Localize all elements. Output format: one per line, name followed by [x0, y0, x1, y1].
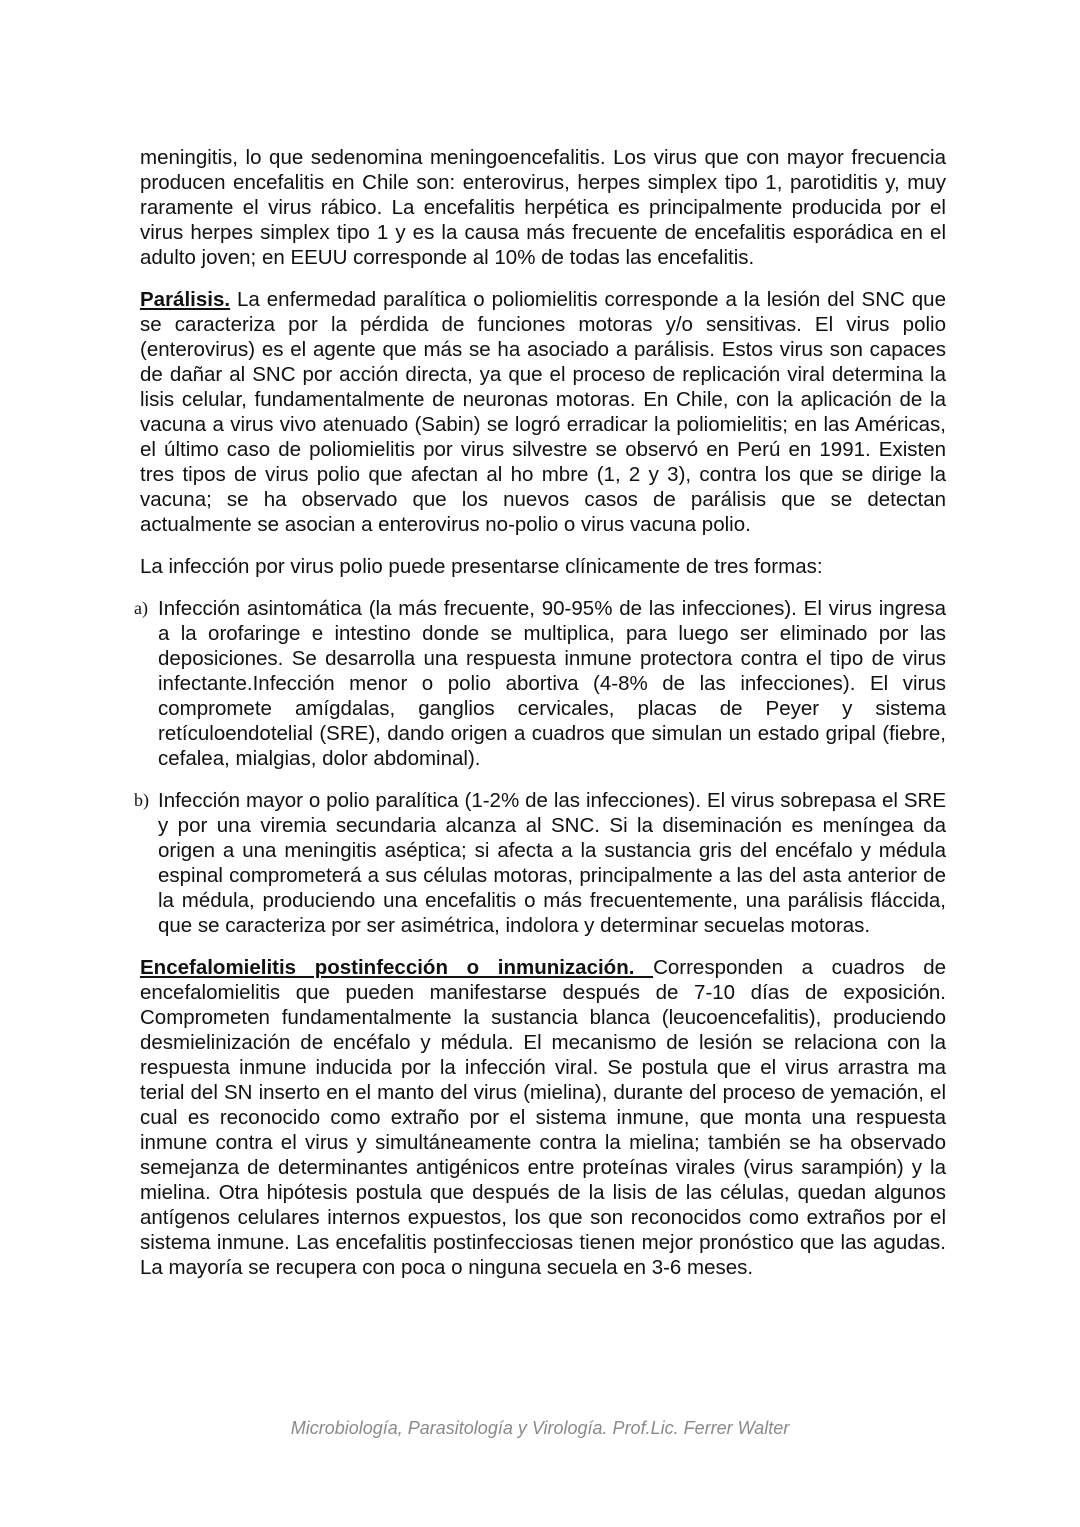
intro-paragraph: meningitis, lo que sedenomina meningoencefalitis. Los virus que con mayor frecuencia producen encefalitis en Chile son: enterovirus, herpes simplex tipo 1, parotiditis y, muy raramente el virus rábico. La encefalitis herpética es principalmente producida por el virus herpes simplex tipo 1 y es la causa más frecuente de encefalitis esporádica en el adulto joven; en EEUU corresponde al 10% de todas las encefalitis. — [140, 146, 946, 269]
encefalomielitis-paragraph — [140, 955, 946, 1280]
paralisis-text: La enfermedad paralítica o poliomielitis corresponde a la lesión del SNC que se caracteriza por la pérdida de funciones motoras y/o sensitivas. El virus polio (enterovirus) es el agente que más se ha asociado a parálisis. Estos virus son capaces de dañar al SNC por acción directa, ya que el proceso de replicación viral determina la lisis celular, fundamentalmente de neuronas motoras. En Chile, con la aplicación de la vacuna a virus vivo atenuado (Sabin) se logró erradicar la poliomielitis; en las Américas, el último caso de poliomielitis por virus silvestre se observó en Perú en 1991. Existen tres tipos de virus polio que afectan al ho mbre (1, 2 y 3), contra los que se dirige la vacuna; se ha observado que los nuevos casos de parálisis que se detectan actualmente se asocian a enterovirus no-polio o virus vacuna polio. — [140, 288, 946, 536]
paralisis-paragraph — [140, 287, 946, 537]
encefalomielitis-text: Corresponden a cuadros de encefalomielitis que pueden manifestarse después de 7-10 días de exposición. Comprometen fundamentalmente la sustancia blanca (leucoencefalitis), produciendo desmielinización de encéfalo y médula. El mecanismo de lesión se relaciona con la respuesta inmune inducida por la infección viral. Se postula que el virus arrastra ma terial del SN inserto en el manto del virus (mielina), durante del proceso de yemación, el cual es reconocido como extraño por el sistema inmune, que monta una respuesta inmune contra el virus y simultáneamente contra la mielina; también se ha observado semejanza de determinantes antigénicos entre proteínas virales (virus sarampión) y la mielina. Otra hipótesis postula que después de la lisis de las células, quedan algunos antígenos celulares internos expuestos, los que son reconocidos como extraños por el sistema inmune. Las encefalitis postinfecciosas tienen mejor pronóstico que las agudas. La mayoría se recupera con poca o ninguna secuela en 3-6 meses. — [140, 956, 946, 1279]
list-text-b: Infección mayor o polio paralítica (1-2% de las infecciones). El virus sobrepasa el SRE y por una viremia secundaria alcanza al SNC. Si la diseminación es meníngea da origen a una meningitis aséptica; si afecta a la sustancia gris del encéfalo y médula espinal comprometerá a sus células motoras, principalmente a las del asta anterior de la médula, produciendo una encefalitis o más frecuentemente, una parálisis fláccida, que se caracteriza por ser asimétrica, indolora y determinar secuelas motoras. — [158, 789, 946, 937]
document-body — [134, 145, 946, 1280]
list-marker-a: a) — [134, 598, 148, 618]
list-item-b — [134, 788, 946, 938]
page-footer: Microbiología, Parasitología y Virología. Prof.Lic. Ferrer Walter — [290, 1418, 790, 1438]
list-marker-b: b) — [134, 790, 149, 810]
encefalomielitis-heading: Encefalomielitis postinfección o inmunización. — [140, 956, 654, 979]
list-item-a — [134, 596, 946, 771]
list-text-a: Infección asintomática (la más frecuente, 90-95% de las infecciones). El virus ingresa a la orofaringe e intestino donde se multiplica, para luego ser eliminado por las deposiciones. Se desarrolla una respuesta inmune protectora contra el tipo de virus infectante.Infección menor o polio abortiva (4-8% de las infecciones). El virus compromete amígdalas, ganglios cervicales, placas de Peyer y sistema retículoendotelial (SRE), dando origen a cuadros que simulan un estado gripal (fiebre, cefalea, mialgias, dolor abdominal). — [158, 597, 946, 770]
paralisis-heading: Parálisis. — [140, 288, 231, 311]
polio-intro: La infección por virus polio puede presentarse clínicamente de tres formas: — [140, 555, 823, 578]
